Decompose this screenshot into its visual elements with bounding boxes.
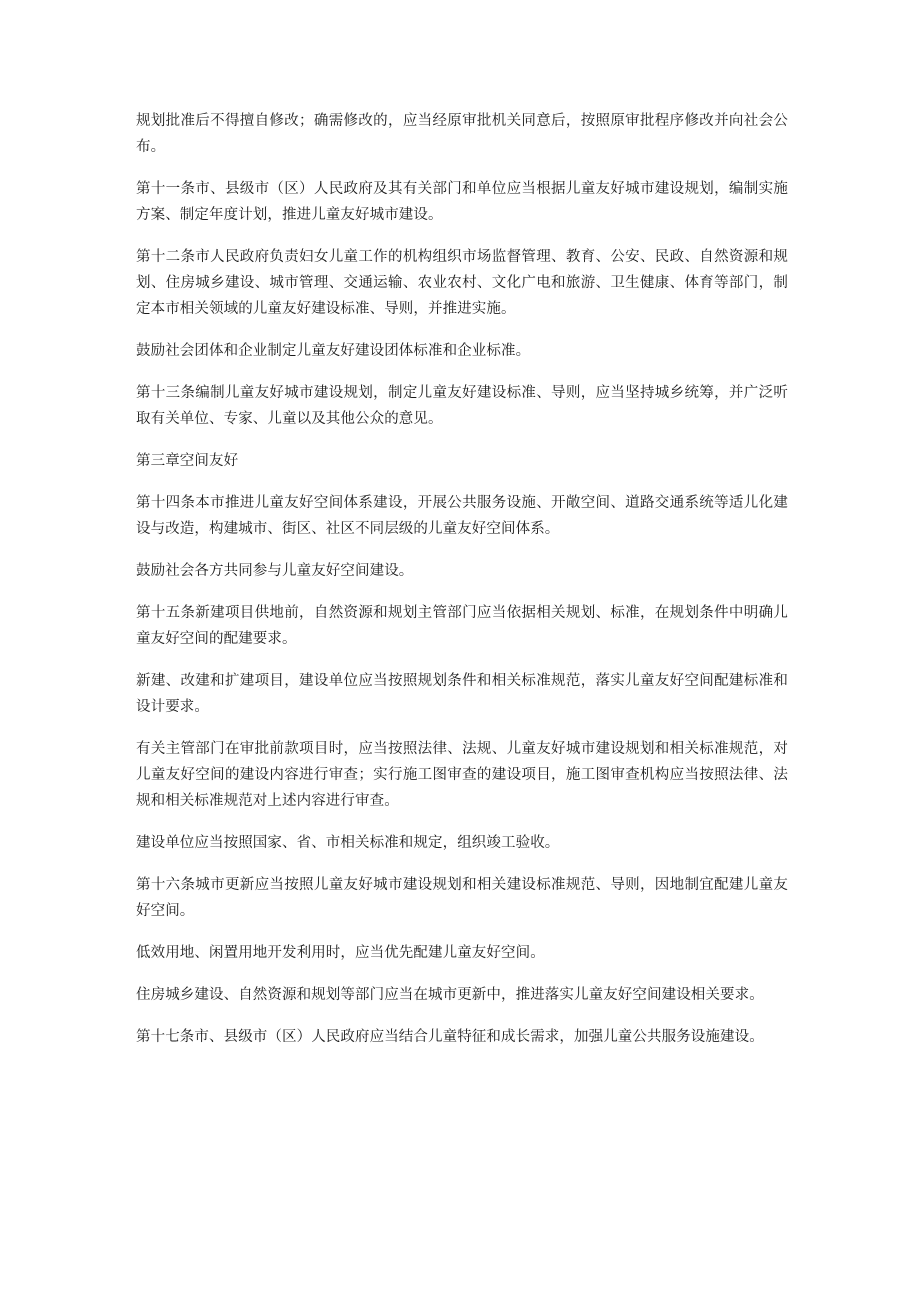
paragraph: 住房城乡建设、自然资源和规划等部门应当在城市更新中，推进落实儿童友好空间建设相关要求。 — [136, 987, 764, 1003]
chapter-heading: 第三章空间友好 — [136, 453, 239, 469]
paragraph: 第十三条编制儿童友好城市建设规划，制定儿童友好建设标准、导则，应当坚持城乡统筹，并广泛听取有关单位、专家、儿童以及其他公众的意见。 — [136, 385, 788, 427]
paragraph: 第十七条市、县级市（区）人民政府应当结合儿童特征和成长需求，加强儿童公共服务设施建设。 — [136, 1029, 764, 1045]
paragraph: 鼓励社会各方共同参与儿童友好空间建设。 — [136, 563, 414, 579]
paragraph: 新建、改建和扩建项目，建设单位应当按照规划条件和相关标准规范，落实儿童友好空间配建标准和设计要求。 — [136, 673, 788, 715]
paragraph: 第十六条城市更新应当按照儿童友好城市建设规划和相关建设标准规范、导则，因地制宜配建儿童友好空间。 — [136, 877, 788, 919]
paragraph: 第十四条本市推进儿童友好空间体系建设，开展公共服务设施、开敞空间、道路交通系统等适儿化建设与改造，构建城市、街区、社区不同层级的儿童友好空间体系。 — [136, 495, 788, 537]
paragraph: 规划批准后不得擅自修改；确需修改的，应当经原审批机关同意后，按照原审批程序修改并向社会公布。 — [136, 113, 788, 155]
paragraph: 第十二条市人民政府负责妇女儿童工作的机构组织市场监督管理、教育、公安、民政、自然资源和规划、住房城乡建设、城市管理、交通运输、农业农村、文化广电和旅游、卫生健康、体育等部门，制定本市相关领域的儿童友好建设标准、导则，并推进实施。 — [136, 249, 788, 317]
paragraph: 有关主管部门在审批前款项目时，应当按照法律、法规、儿童友好城市建设规划和相关标准规范，对儿童友好空间的建设内容进行审查；实行施工图审查的建设项目，施工图审查机构应当按照法律、法规和相关标准规范对上述内容进行审查。 — [136, 741, 788, 809]
paragraph: 鼓励社会团体和企业制定儿童友好建设团体标准和企业标准。 — [136, 343, 531, 359]
document-body — [136, 108, 788, 1066]
paragraph: 建设单位应当按照国家、省、市相关标准和规定，组织竣工验收。 — [136, 835, 560, 851]
paragraph: 第十五条新建项目供地前，自然资源和规划主管部门应当依据相关规划、标准，在规划条件中明确儿童友好空间的配建要求。 — [136, 605, 788, 647]
paragraph: 第十一条市、县级市（区）人民政府及其有关部门和单位应当根据儿童友好城市建设规划，编制实施方案、制定年度计划，推进儿童友好城市建设。 — [136, 181, 788, 223]
paragraph: 低效用地、闲置用地开发利用时，应当优先配建儿童友好空间。 — [136, 945, 545, 961]
